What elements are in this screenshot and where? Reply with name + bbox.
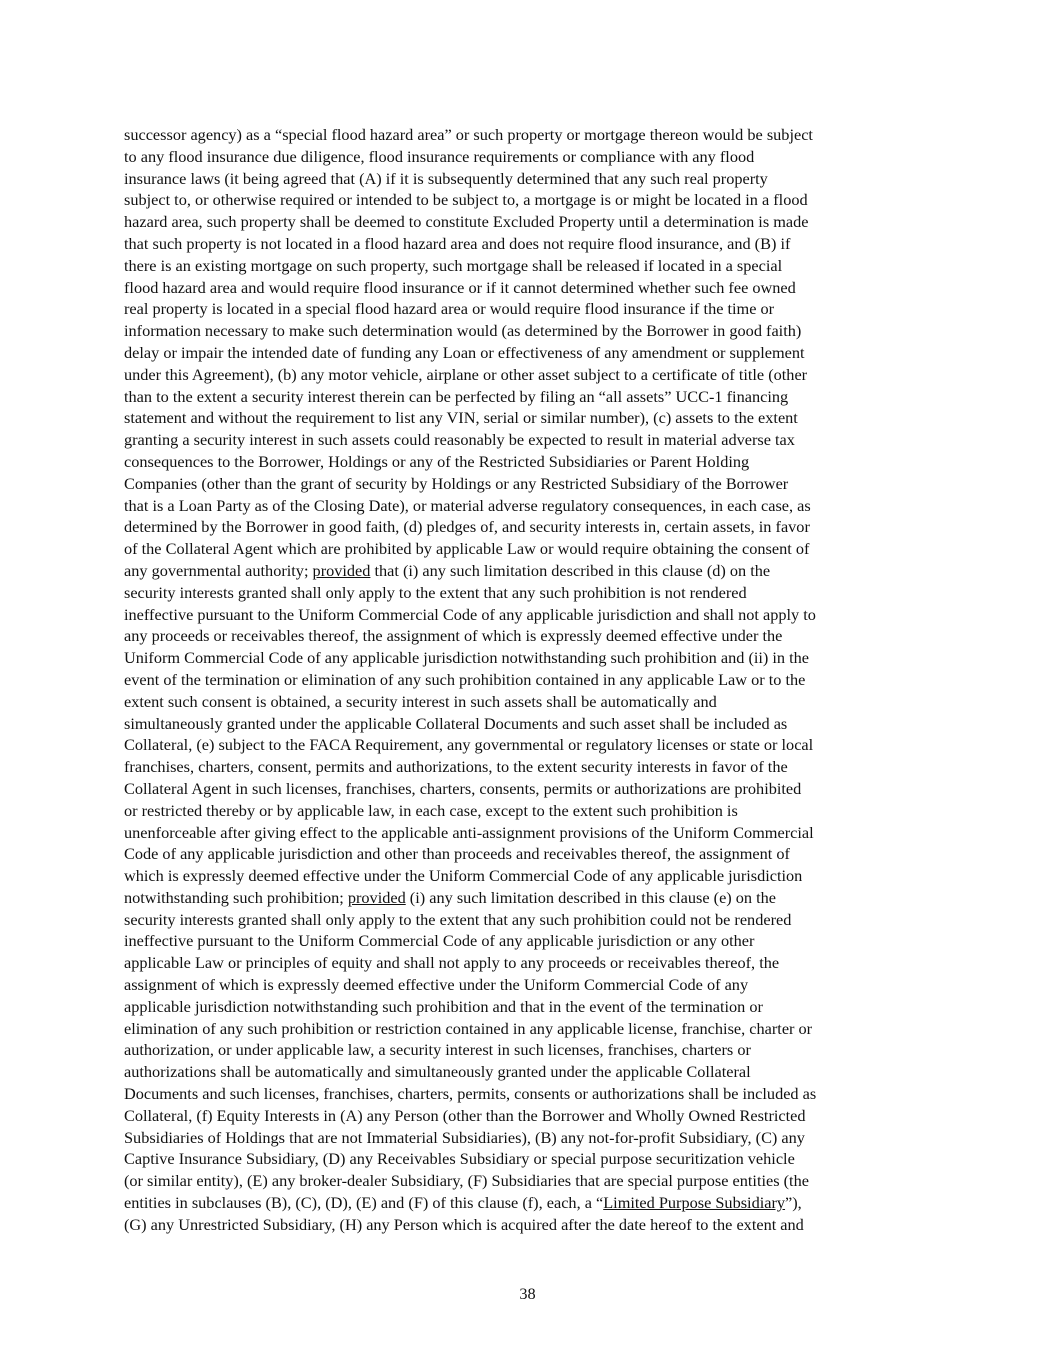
- text-segment: (i) any such limitation described in this clause (e) on the: [405, 887, 777, 907]
- text-line: (or similar entity), (E) any broker-dealer Subsidiary, (F) Subsidiaries that are special purpose entities (the: [124, 1171, 809, 1191]
- text-line: under this Agreement), (b) any motor vehicle, airplane or other asset subject to a certificate of title (other: [124, 364, 808, 384]
- text-segment: entities in subclauses (B), (C), (D), (E) and (F) of this clause (f), each, a “: [124, 1193, 604, 1213]
- text-line: security interests granted shall only apply to the extent that any such prohibition is not rendered: [124, 582, 747, 602]
- defined-term-provided: provided: [347, 887, 406, 907]
- text-line: successor agency) as a “special flood hazard area” or such property or mortgage thereon would be subject: [124, 125, 813, 144]
- text-line: than to the extent a security interest therein can be perfected by filing an “all assets” UCC-1 financing: [124, 386, 789, 406]
- text-line: authorization, or under applicable law, a security interest in such licenses, franchises, charters or: [124, 1040, 751, 1060]
- text-line: authorizations shall be automatically and simultaneously granted under the applicable Collateral: [124, 1062, 751, 1082]
- text-segment: ”),: [785, 1193, 802, 1213]
- text-line: to any flood insurance due diligence, flood insurance requirements or compliance with any flood: [124, 146, 755, 166]
- text-line: security interests granted shall only apply to the extent that any such prohibition could not be rendered: [124, 909, 792, 929]
- text-line: (G) any Unrestricted Subsidiary, (H) any Person which is acquired after the date hereof to the extent and: [124, 1214, 804, 1234]
- text-line: franchises, charters, consent, permits and authorizations, to the extent security interests in favor of the: [124, 757, 788, 777]
- text-line: insurance laws (it being agreed that (A) if it is subsequently determined that any such real property: [124, 168, 768, 188]
- text-line: Documents and such licenses, franchises, charters, permits, consents or authorizations shall be included as: [124, 1084, 817, 1104]
- text-line-limited-purpose: [124, 1192, 936, 1214]
- defined-term-limited-purpose-subsidiary: Limited Purpose Subsidiary: [603, 1193, 786, 1213]
- text-line: assignment of which is expressly deemed effective under the Uniform Commercial Code of any: [124, 975, 749, 995]
- text-segment: that (i) any such limitation described in this clause (d) on the: [370, 560, 771, 580]
- text-line: Code of any applicable jurisdiction and other than proceeds and receivables thereof, the assignment of: [124, 844, 790, 864]
- text-line: delay or impair the intended date of funding any Loan or effectiveness of any amendment or supplement: [124, 342, 805, 362]
- text-line: Subsidiaries of Holdings that are not Immaterial Subsidiaries), (B) any not-for-profit Subsidiary, (C) any: [124, 1127, 805, 1147]
- text-line: or restricted thereby or by applicable law, in each case, except to the extent such prohibition is: [124, 800, 738, 820]
- text-line: simultaneously granted under the applicable Collateral Documents and such asset shall be included as: [124, 713, 788, 733]
- text-line: that such property is not located in a flood hazard area and does not require flood insurance, and (B) if: [124, 233, 791, 253]
- text-line: which is expressly deemed effective under the Uniform Commercial Code of any applicable jurisdiction: [124, 866, 803, 886]
- text-line: Collateral Agent in such licenses, franchises, charters, consents, permits or authorizations are prohibited: [124, 778, 802, 798]
- text-line: of the Collateral Agent which are prohibited by applicable Law or would require obtaining the consent of: [124, 539, 810, 559]
- text-line: any proceeds or receivables thereof, the assignment of which is expressly deemed effective under the: [124, 626, 783, 646]
- text-line: applicable Law or principles of equity and shall not apply to any proceeds or receivables thereof, the: [124, 953, 780, 973]
- text-line: determined by the Borrower in good faith, (d) pledges of, and security interests in, certain assets, in favor: [124, 517, 810, 537]
- text-line: ineffective pursuant to the Uniform Commercial Code of any applicable jurisdiction or any other: [124, 931, 755, 951]
- page-number: 38: [519, 1284, 536, 1303]
- text-line: hazard area, such property shall be deemed to constitute Excluded Property until a determination is made: [124, 212, 809, 232]
- text-line: unenforceable after giving effect to the applicable anti-assignment provisions of the Uniform Commercial: [124, 822, 814, 842]
- body-paragraph: [124, 124, 936, 1236]
- text-line: extent such consent is obtained, a security interest in such assets shall be automatically and: [124, 691, 717, 711]
- text-line: granting a security interest in such assets could reasonably be expected to result in material adverse tax: [124, 430, 795, 450]
- text-line: Uniform Commercial Code of any applicable jurisdiction notwithstanding such prohibition and (ii) in the: [124, 648, 810, 668]
- text-segment: any governmental authority;: [124, 560, 313, 580]
- text-line: flood hazard area and would require flood insurance or if it cannot determined whether such fee owned: [124, 277, 796, 297]
- text-line: subject to, or otherwise required or intended to be subject to, a mortgage is or might be located in a flood: [124, 190, 808, 210]
- text-line: Companies (other than the grant of security by Holdings or any Restricted Subsidiary of the Borrower: [124, 473, 789, 493]
- text-line: applicable jurisdiction notwithstanding such prohibition and that in the event of the termination or: [124, 996, 763, 1016]
- text-line: ineffective pursuant to the Uniform Commercial Code of any applicable jurisdiction and shall not apply to: [124, 604, 816, 624]
- text-line: Captive Insurance Subsidiary, (D) any Receivables Subsidiary or special purpose securitization vehicle: [124, 1149, 795, 1169]
- text-line: statement and without the requirement to list any VIN, serial or similar number), (c) assets to the extent: [124, 408, 798, 428]
- text-line: that is a Loan Party as of the Closing Date), or material adverse regulatory consequences, in each case, as: [124, 495, 811, 515]
- text-line-provided-e: [124, 887, 936, 909]
- text-line: real property is located in a special flood hazard area or would require flood insurance if the time or: [124, 299, 775, 319]
- text-line: consequences to the Borrower, Holdings or any of the Restricted Subsidiaries or Parent Holding: [124, 451, 750, 471]
- text-line: elimination of any such prohibition or restriction contained in any applicable license, franchise, charter or: [124, 1018, 813, 1038]
- text-segment: notwithstanding such prohibition;: [124, 887, 348, 907]
- text-line: Collateral, (e) subject to the FACA Requirement, any governmental or regulatory licenses or state or local: [124, 735, 814, 755]
- text-line: event of the termination or elimination of any such prohibition contained in any applicable Law or to the: [124, 669, 806, 689]
- text-line: there is an existing mortgage on such property, such mortgage shall be released if located in a special: [124, 255, 783, 275]
- text-line: information necessary to make such determination would (as determined by the Borrower in good faith): [124, 321, 802, 341]
- defined-term-provided: provided: [312, 560, 371, 580]
- text-line: Collateral, (f) Equity Interests in (A) any Person (other than the Borrower and Wholly Owned Restricted: [124, 1105, 806, 1125]
- text-line-provided-d: [124, 560, 936, 582]
